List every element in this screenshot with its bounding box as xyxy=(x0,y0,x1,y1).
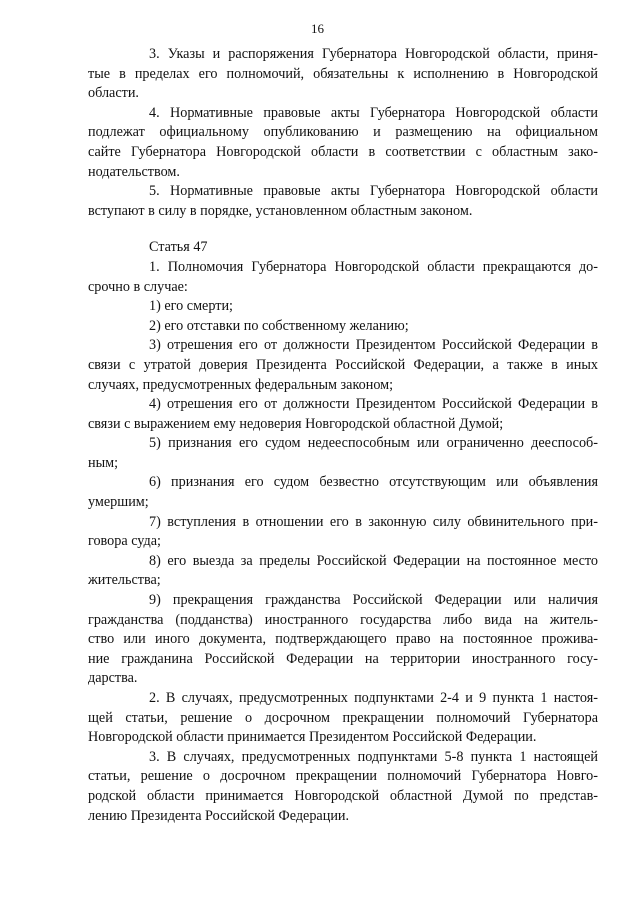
article-paragraphs xyxy=(88,258,598,826)
text-line: ным; xyxy=(88,454,119,471)
paragraph xyxy=(88,689,598,748)
text-line: связи с утратой доверия Президента Российской Федерации, а также в иных xyxy=(88,356,598,373)
text-line: 2) его отставки по собственному желанию; xyxy=(149,317,409,334)
text-line: жительства; xyxy=(88,572,161,589)
text-line: дарства. xyxy=(88,670,138,687)
text-line: 5) признания его судом недееспособным или ограниченно дееспособ- xyxy=(149,435,598,452)
paragraph xyxy=(88,434,598,473)
paragraph xyxy=(88,513,598,552)
paragraph xyxy=(88,552,598,591)
document-body xyxy=(88,45,598,826)
text-line: ние гражданина Российской Федерации на территории иностранного госу- xyxy=(88,650,598,667)
text-line: гражданства (подданства) иностранного государства либо вида на житель- xyxy=(88,611,598,628)
text-line: тые в пределах его полномочий, обязательны к исполнению в Новгородской xyxy=(88,65,598,82)
text-line: случаях, предусмотренных федеральным законом; xyxy=(88,376,394,393)
paragraph xyxy=(88,45,598,104)
text-line: 4. Нормативные правовые акты Губернатора Новгородской области xyxy=(149,104,598,121)
text-line: 9) прекращения гражданства Российской Федерации или наличия xyxy=(149,592,598,609)
text-line: родской области принимается Новгородской областной Думой по представ- xyxy=(88,787,598,804)
text-line: 3) отрешения его от должности Президентом Российской Федерации в xyxy=(149,337,598,354)
article-title: Статья 47 xyxy=(149,239,208,256)
paragraph xyxy=(88,104,598,182)
text-line: ство или иного документа, подтверждающего право на постоянное прожива- xyxy=(88,631,598,648)
paragraph xyxy=(88,336,598,395)
text-line: лению Президента Российской Федерации. xyxy=(88,807,350,824)
text-line: говора суда; xyxy=(88,533,161,550)
paragraph xyxy=(88,317,598,337)
paragraph xyxy=(88,591,598,689)
page-number: 16 xyxy=(311,21,324,36)
text-line: вступают в силу в порядке, установленном областным законом. xyxy=(88,202,473,219)
text-line: 4) отрешения его от должности Президентом Российской Федерации в xyxy=(149,396,598,413)
text-line: 1. Полномочия Губернатора Новгородской области прекращаются до- xyxy=(149,258,598,275)
text-line: области. xyxy=(88,85,139,102)
text-line: 1) его смерти; xyxy=(149,298,233,315)
text-line: умершим; xyxy=(88,494,149,511)
text-line: 2. В случаях, предусмотренных подпунктами 2-4 и 9 пункта 1 настоя- xyxy=(149,690,598,706)
text-line: 8) его выезда за пределы Российской Федерации на постоянное место xyxy=(149,552,598,569)
text-line: 3. Указы и распоряжения Губернатора Новгородской области, приня- xyxy=(149,46,598,62)
text-line: срочно в случае: xyxy=(88,278,188,295)
text-line: связи с выражением ему недоверия Новгородской областной Думой; xyxy=(88,415,504,432)
text-line: статьи, решение о досрочном прекращении полномочий Губернатора Новго- xyxy=(88,768,598,785)
text-line: 6) признания его судом безвестно отсутствующим или объявления xyxy=(149,474,598,491)
paragraph xyxy=(88,182,598,221)
paragraph xyxy=(88,473,598,512)
text-line: 3. В случаях, предусмотренных подпунктами 5-8 пункта 1 настоящей xyxy=(149,748,598,765)
paragraph xyxy=(88,258,598,297)
text-line: щей статьи, решение о досрочном прекращении полномочий Губернатора xyxy=(88,709,598,726)
paragraph xyxy=(88,748,598,826)
text-line: подлежат официальному опубликованию и размещению на официальном xyxy=(88,124,598,141)
text-line: нодательством. xyxy=(88,163,180,180)
paragraphs-top xyxy=(88,45,598,221)
paragraph xyxy=(88,395,598,434)
paragraph xyxy=(88,297,598,317)
text-line: 7) вступления в отношении его в законную силу обвинительного при- xyxy=(149,513,598,530)
text-line: сайте Губернатора Новгородской области в соответствии с областным зако- xyxy=(88,143,598,160)
text-line: 5. Нормативные правовые акты Губернатора Новгородской области xyxy=(149,183,598,200)
text-line: Новгородской области принимается Президентом Российской Федерации. xyxy=(88,729,537,746)
